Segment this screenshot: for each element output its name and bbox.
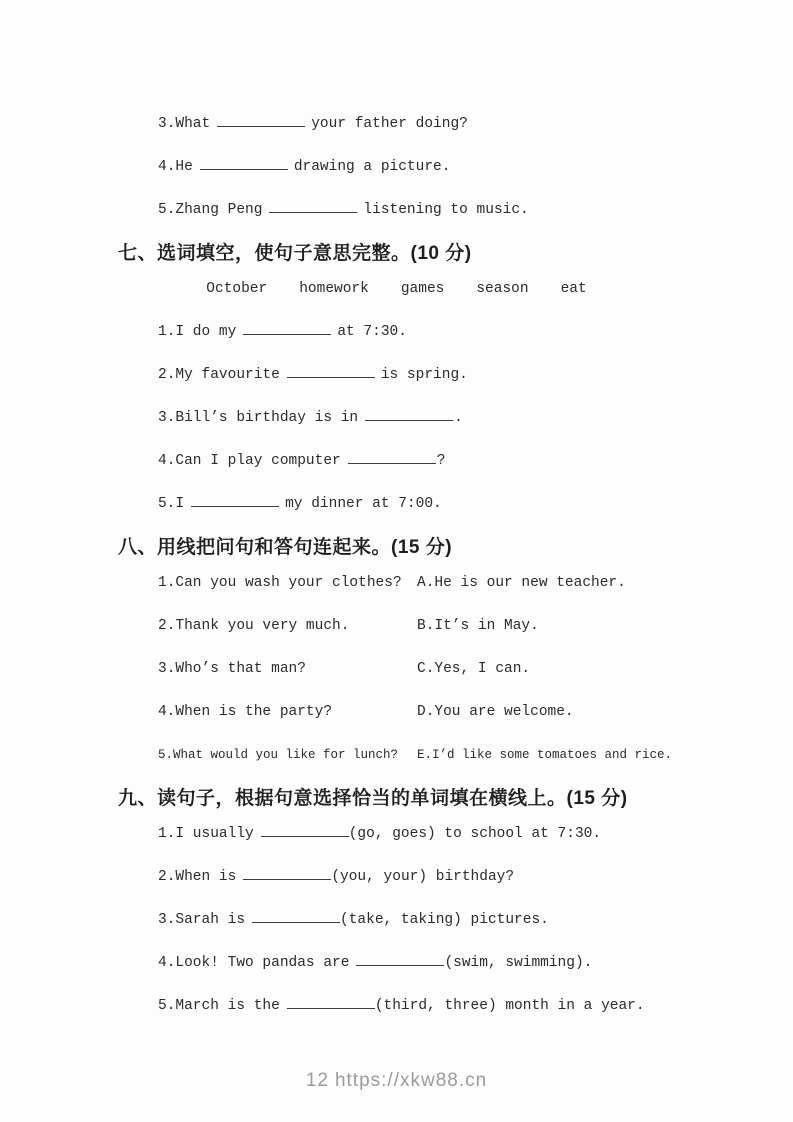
- question-text-pre: 1.I usually: [158, 826, 254, 842]
- question-text-post: (third, three) month in a year.: [374, 998, 645, 1014]
- section-heading: 七、选词填空，使句子意思完整。(10 分): [118, 243, 472, 264]
- question-item: [158, 189, 793, 232]
- match-answer: B.It’s in May.: [417, 618, 539, 634]
- question-text-post: at 7:30.: [337, 324, 407, 340]
- word-bank-item: homework: [299, 281, 369, 297]
- answer-blank: [243, 319, 331, 335]
- section-seven: [0, 240, 793, 526]
- question-item: [158, 856, 793, 899]
- answer-blank: [348, 448, 436, 464]
- question-text-post: (go, goes) to school at 7:30.: [348, 826, 602, 842]
- section-nine: [0, 785, 793, 1028]
- section-eight: [0, 534, 793, 777]
- word-bank-item: games: [400, 281, 445, 297]
- match-pair: [158, 691, 793, 734]
- word-bank: [0, 268, 793, 311]
- question-text-post: is spring.: [380, 367, 468, 383]
- answer-blank: [261, 821, 349, 837]
- match-question: 5.What would you like for lunch?: [158, 748, 399, 762]
- question-text-pre: 5.I: [158, 496, 185, 512]
- question-text-pre: 2.When is: [158, 869, 237, 885]
- match-question: 2.Thank you very much.: [158, 618, 350, 634]
- match-question: 3.Who’s that man?: [158, 661, 306, 677]
- question-item: [158, 899, 793, 942]
- answer-blank: [217, 111, 305, 127]
- question-text-post: your father doing?: [311, 116, 468, 132]
- answer-blank: [287, 362, 375, 378]
- word-bank-item: eat: [560, 281, 587, 297]
- question-text-pre: 3.Sarah is: [158, 912, 246, 928]
- question-item: [158, 146, 793, 189]
- question-item: [158, 440, 793, 483]
- question-text-pre: 5.March is the: [158, 998, 280, 1014]
- question-text-pre: 1.I do my: [158, 324, 237, 340]
- question-text-post: ?: [436, 453, 446, 469]
- question-text-post: (take, taking) pictures.: [340, 912, 549, 928]
- answer-blank: [191, 491, 279, 507]
- question-item: [158, 985, 793, 1028]
- question-text-pre: 4.Look! Two pandas are: [158, 955, 350, 971]
- question-text-pre: 2.My favourite: [158, 367, 280, 383]
- question-text-post: listening to music.: [363, 202, 529, 218]
- answer-blank: [287, 993, 375, 1009]
- word-bank-item: season: [476, 281, 529, 297]
- question-text-pre: 4.He: [158, 159, 193, 175]
- question-item: [158, 311, 793, 354]
- question-text-pre: 5.Zhang Peng: [158, 202, 263, 218]
- match-pair: [158, 648, 793, 691]
- answer-blank: [252, 907, 340, 923]
- answer-blank: [269, 197, 357, 213]
- question-text-pre: 3.What: [158, 116, 211, 132]
- match-answer: D.You are welcome.: [417, 704, 574, 720]
- question-item: [158, 813, 793, 856]
- question-item: [158, 103, 793, 146]
- match-question: 1.Can you wash your clothes?: [158, 575, 402, 591]
- page-number: 12: [305, 1070, 329, 1091]
- match-question: 4.When is the party?: [158, 704, 333, 720]
- page-footer: [0, 1070, 793, 1092]
- question-text-pre: 4.Can I play computer: [158, 453, 341, 469]
- question-text-pre: 3.Bill’s birthday is in: [158, 410, 359, 426]
- answer-blank: [365, 405, 453, 421]
- question-text-post: .: [454, 410, 463, 426]
- section-heading: 八、用线把问句和答句连起来。(15 分): [118, 537, 453, 558]
- question-text-post: (swim, swimming).: [444, 955, 593, 971]
- question-text-post: drawing a picture.: [293, 159, 451, 175]
- answer-blank: [356, 950, 444, 966]
- match-pair: [158, 605, 793, 648]
- question-text-post: (you, your) birthday?: [331, 869, 515, 885]
- question-item: [158, 483, 793, 526]
- match-pair: [158, 562, 793, 605]
- match-answer: C.Yes, I can.: [417, 661, 531, 677]
- answer-blank: [200, 154, 288, 170]
- question-item: [158, 397, 793, 440]
- answer-blank: [243, 864, 331, 880]
- question-text-post: my dinner at 7:00.: [285, 496, 442, 512]
- match-answer: A.He is our new teacher.: [417, 575, 626, 591]
- match-pair: [158, 734, 793, 777]
- word-bank-item: October: [206, 281, 268, 297]
- question-item: [158, 354, 793, 397]
- section-heading: 九、读句子，根据句意选择恰当的单词填在横线上。(15 分): [118, 788, 628, 809]
- match-answer: E.I’d like some tomatoes and rice.: [417, 748, 673, 762]
- site-url[interactable]: https://xkw88.cn: [334, 1070, 488, 1091]
- question-item: [158, 942, 793, 985]
